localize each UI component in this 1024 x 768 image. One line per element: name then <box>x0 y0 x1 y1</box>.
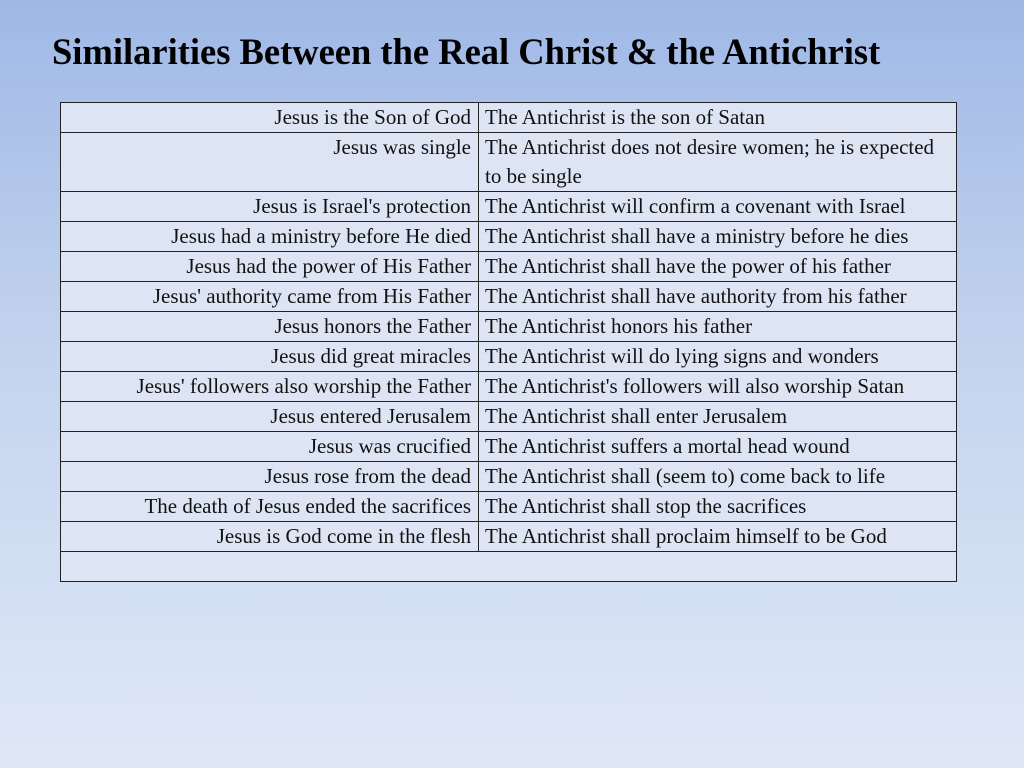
antichrist-cell: The Antichrist does not desire women; he is expected to be single <box>479 133 957 192</box>
table-row <box>61 522 957 552</box>
table-row <box>61 222 957 252</box>
antichrist-cell: The Antichrist suffers a mortal head wound <box>479 432 957 462</box>
table-row-empty <box>61 552 957 582</box>
jesus-cell: The death of Jesus ended the sacrifices <box>61 492 479 522</box>
table-row <box>61 372 957 402</box>
antichrist-cell: The Antichrist shall proclaim himself to be God <box>479 522 957 552</box>
antichrist-cell: The Antichrist shall (seem to) come back to life <box>479 462 957 492</box>
antichrist-cell: The Antichrist will do lying signs and wonders <box>479 342 957 372</box>
table-row <box>61 133 957 192</box>
jesus-cell: Jesus is God come in the flesh <box>61 522 479 552</box>
jesus-cell: Jesus' authority came from His Father <box>61 282 479 312</box>
antichrist-cell: The Antichrist shall enter Jerusalem <box>479 402 957 432</box>
jesus-cell: Jesus honors the Father <box>61 312 479 342</box>
antichrist-cell: The Antichrist will confirm a covenant with Israel <box>479 192 957 222</box>
antichrist-cell: The Antichrist shall have the power of his father <box>479 252 957 282</box>
table-row <box>61 342 957 372</box>
slide-title: Similarities Between the Real Christ & the Antichrist <box>52 31 881 72</box>
jesus-cell: Jesus entered Jerusalem <box>61 402 479 432</box>
antichrist-cell: The Antichrist shall have a ministry before he dies <box>479 222 957 252</box>
table-row <box>61 192 957 222</box>
antichrist-cell: The Antichrist shall have authority from his father <box>479 282 957 312</box>
empty-cell <box>61 552 957 582</box>
table-row <box>61 252 957 282</box>
table-row <box>61 462 957 492</box>
table-row <box>61 282 957 312</box>
table-row <box>61 402 957 432</box>
jesus-cell: Jesus is the Son of God <box>61 103 479 133</box>
antichrist-cell: The Antichrist honors his father <box>479 312 957 342</box>
table-row <box>61 432 957 462</box>
antichrist-cell: The Antichrist shall stop the sacrifices <box>479 492 957 522</box>
table-row <box>61 492 957 522</box>
table-row <box>61 312 957 342</box>
jesus-cell: Jesus was crucified <box>61 432 479 462</box>
jesus-cell: Jesus had a ministry before He died <box>61 222 479 252</box>
jesus-cell: Jesus had the power of His Father <box>61 252 479 282</box>
jesus-cell: Jesus rose from the dead <box>61 462 479 492</box>
table-row <box>61 103 957 133</box>
jesus-cell: Jesus is Israel's protection <box>61 192 479 222</box>
jesus-cell: Jesus' followers also worship the Father <box>61 372 479 402</box>
antichrist-cell: The Antichrist's followers will also worship Satan <box>479 372 957 402</box>
jesus-cell: Jesus was single <box>61 133 479 192</box>
antichrist-cell: The Antichrist is the son of Satan <box>479 103 957 133</box>
comparison-table <box>60 102 957 582</box>
jesus-cell: Jesus did great miracles <box>61 342 479 372</box>
